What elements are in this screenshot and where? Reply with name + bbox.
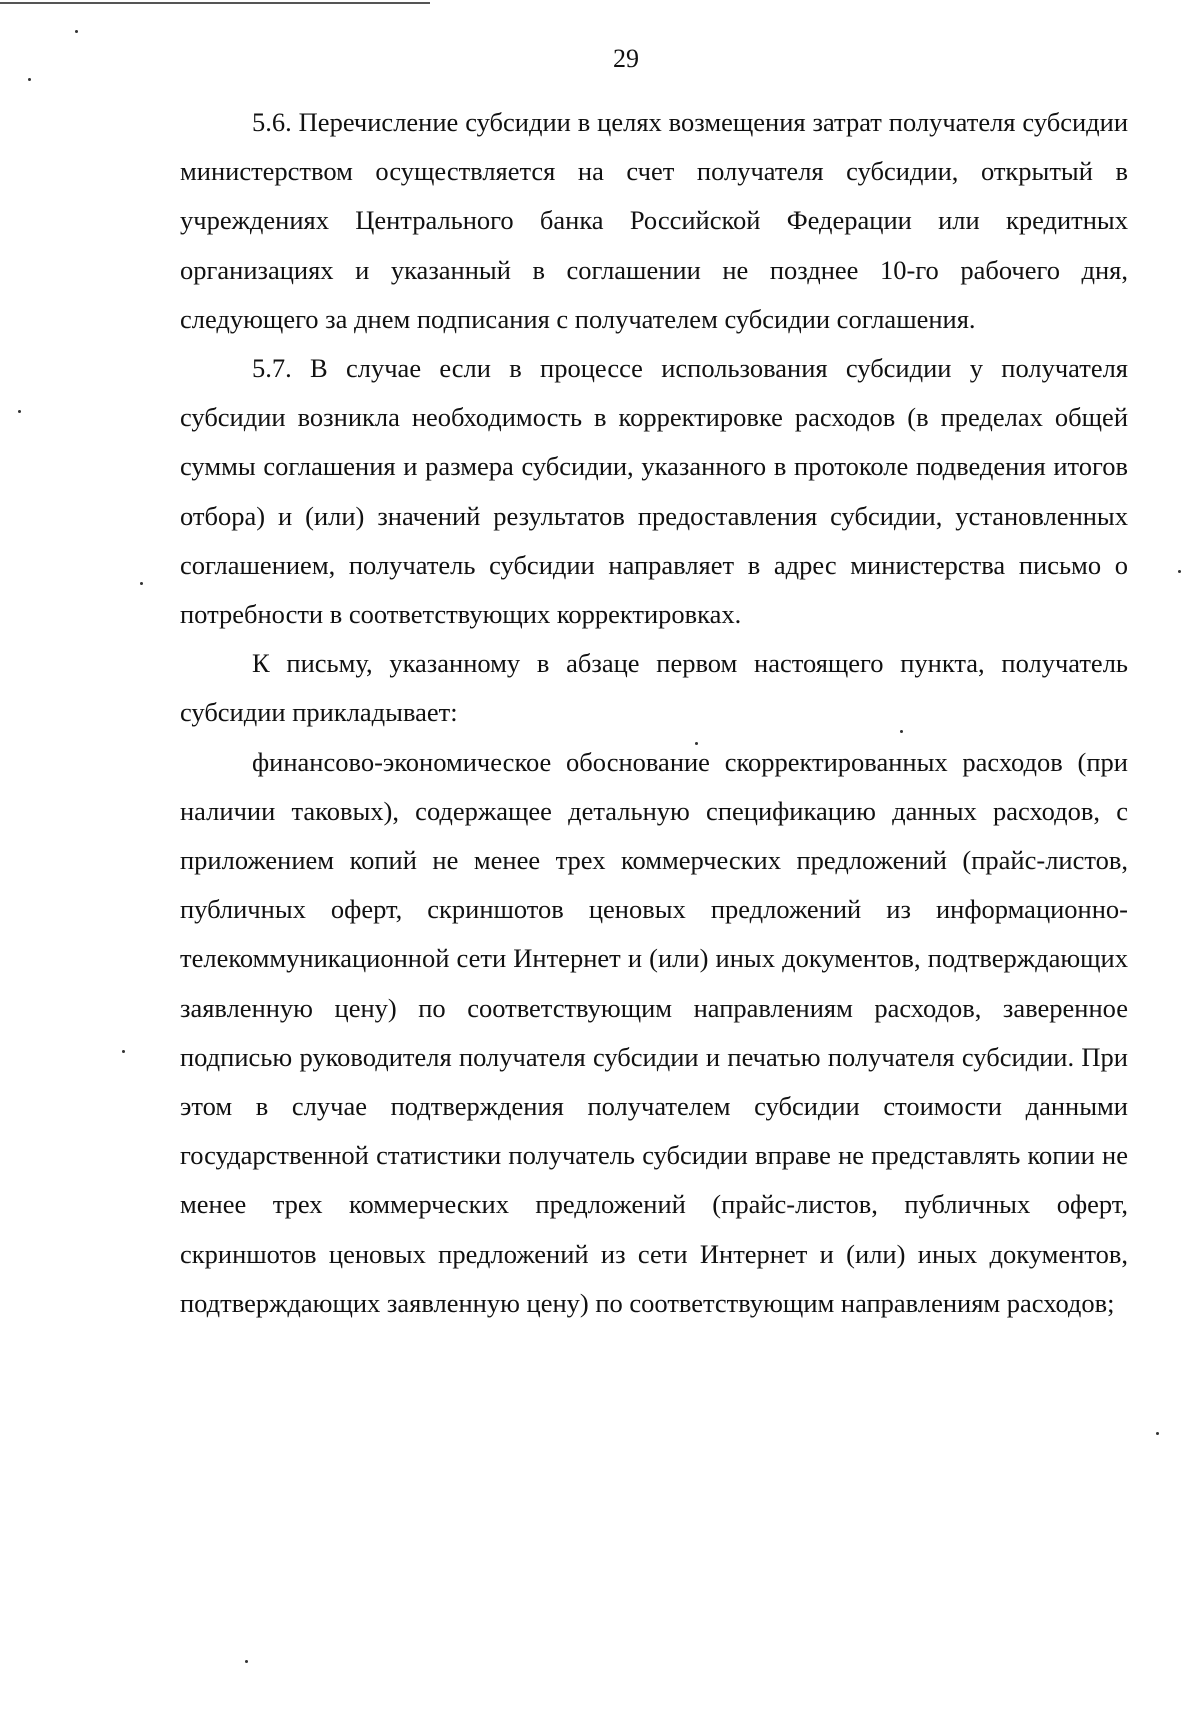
scan-speck — [1178, 570, 1181, 573]
scan-speck — [1156, 1432, 1159, 1435]
paragraph-5-7: 5.7. В случае если в процессе использования субсидии у получателя субсидии возникла необходимость в корректировке расходов (в пределах общей суммы соглашения и размера субсидии, указанного в протоколе подведения итогов отбора) и (или) значений результатов предоставления субсидии, установленных соглашением, получатель субсидии направляет в адрес министерства письмо о потребности в соответствующих корректировках. — [180, 353, 1128, 630]
scan-speck — [75, 30, 78, 33]
scan-speck — [695, 742, 698, 745]
page-number: 29 — [613, 44, 639, 73]
top-scan-border — [0, 2, 430, 4]
scan-speck — [900, 730, 903, 733]
scan-speck — [140, 582, 143, 585]
paragraph-5-6: 5.6. Перечисление субсидии в целях возмещения затрат получателя субсидии министерством осуществляется на счет получателя субсидии, открытый в учреждениях Центрального банка Российской Федерации или кредитных организациях и указанный в соглашении не позднее 10-го рабочего дня, следующего за днем подписания с получателем субсидии соглашения. — [180, 107, 1128, 334]
paragraph-attachment-intro: К письму, указанному в абзаце первом настоящего пункта, получатель субсидии прикладывает: — [180, 648, 1128, 728]
scan-speck — [18, 410, 21, 413]
scan-speck — [28, 78, 31, 81]
paragraph-financial-justification: финансово-экономическое обоснование скорректированных расходов (при наличии таковых), содержащее детальную спецификацию данных расходов, с приложением копий не менее трех коммерческих предложений (прайс-листов, публичных оферт, скриншотов ценовых предложений из информационно-телекоммуникационной сети Интернет и (или) иных документов, подтверждающих заявленную цену) по соответствующим направлениям расходов, заверенное подписью руководителя получателя субсидии и печатью получателя субсидии. При этом в случае подтверждения получателем субсидии стоимости данными государственной статистики получатель субсидии вправе не представлять копии не менее трех коммерческих предложений (прайс-листов, публичных оферт, скриншотов ценовых предложений из сети Интернет и (или) иных документов, подтверждающих заявленную цену) по соответствующим направлениям расходов; — [180, 746, 1128, 1318]
scan-speck — [122, 1050, 125, 1053]
document-body — [180, 98, 1128, 1328]
scan-speck — [245, 1660, 248, 1663]
